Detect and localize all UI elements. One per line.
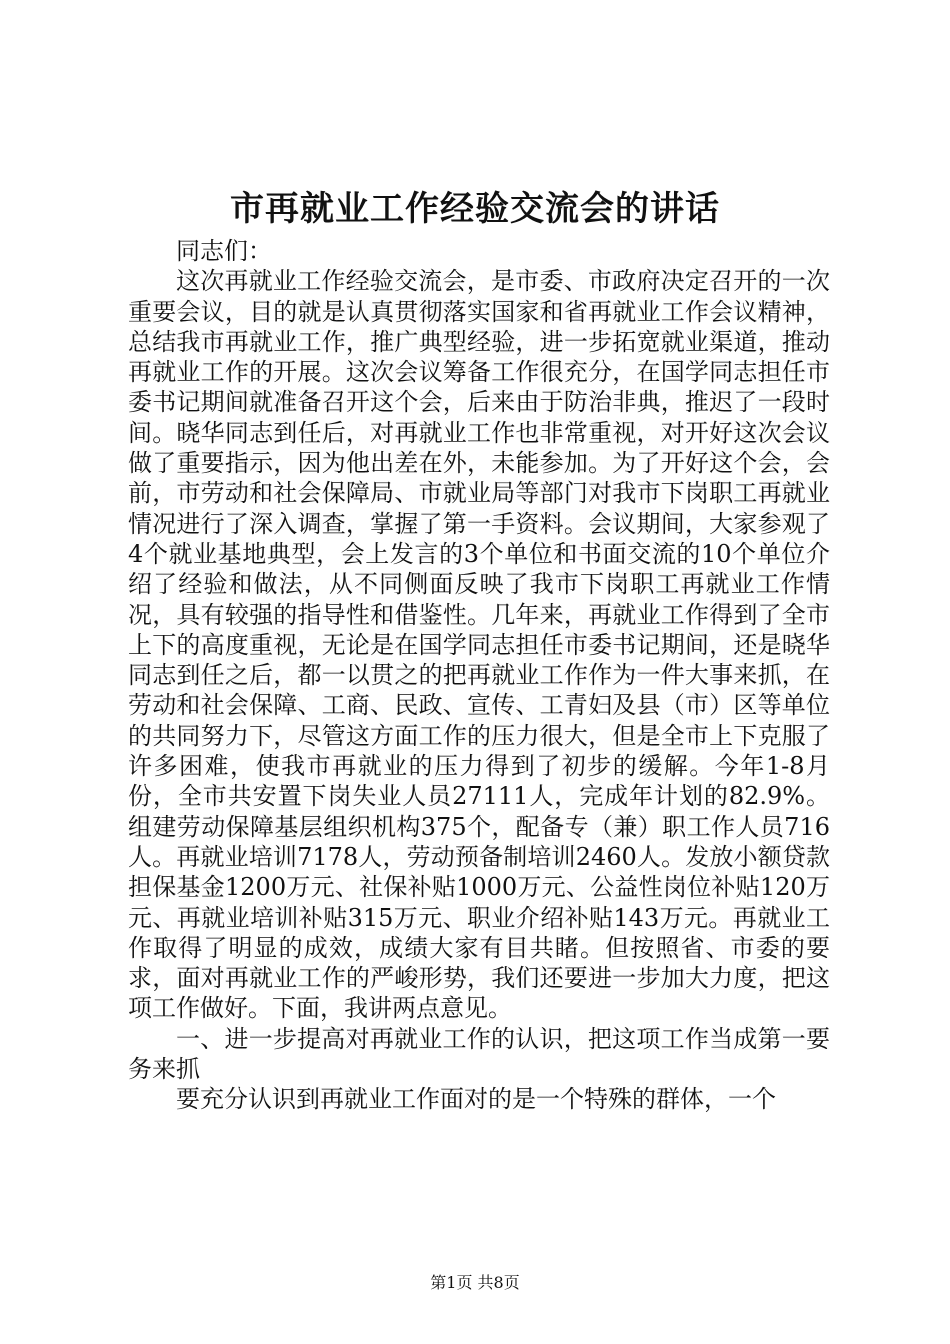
section-heading-1: 一、进一步提高对再就业工作的认识，把这项工作当成第一要务来抓 (128, 1024, 830, 1084)
paragraph-intro: 这次再就业工作经验交流会，是市委、市政府决定召开的一次重要会议，目的就是认真贯彻落实国家和省再就业工作会议精神，总结我市再就业工作，推广典型经验，进一步拓宽就业渠道，推动再就业工作的开展。这次会议筹备工作很充分，在国学同志担任市委书记期间就准备召开这个会，后来由于防治非典，推迟了一段时间。晓华同志到任后，对再就业工作也非常重视，对开好这次会议做了重要指示，因为他出差在外，未能参加。为了开好这个会，会前，市劳动和社会保障局、市就业局等部门对我市下岗职工再就业情况进行了深入调查，掌握了第一手资料。会议期间，大家参观了4个就业基地典型，会上发言的3个单位和书面交流的10个单位介绍了经验和做法，从不同侧面反映了我市下岗职工再就业工作情况，具有较强的指导性和借鉴性。几年来，再就业工作得到了全市上下的高度重视，无论是在国学同志担任市委书记期间，还是晓华同志到任之后，都一以贯之的把再就业工作作为一件大事来抓，在劳动和社会保障、工商、民政、宣传、工青妇及县（市）区等单位的共同努力下，尽管这方面工作的压力很大，但是全市上下克服了许多困难，使我市再就业的压力得到了初步的缓解。今年1-8月份，全市共安置下岗失业人员27111人，完成年计划的82.9%。组建劳动保障基层组织机构375个，配备专（兼）职工作人员716人。再就业培训7178人，劳动预备制培训2460人。发放小额贷款担保基金1200万元、社保补贴1000万元、公益性岗位补贴120万元、再就业培训补贴315万元、职业介绍补贴143万元。再就业工作取得了明显的成效，成绩大家有目共睹。但按照省、市委的要求，面对再就业工作的严峻形势，我们还要进一步加大力度，把这项工作做好。下面，我讲两点意见。 (128, 267, 830, 1023)
document-body (128, 236, 830, 1115)
salutation: 同志们： (176, 237, 272, 265)
paragraph-section-1: 要充分认识到再就业工作面对的是一个特殊的群体，一个 (176, 1085, 776, 1114)
document-title: 市再就业工作经验交流会的讲话 (230, 189, 720, 229)
page-number-footer: 第1页 共8页 (430, 1273, 520, 1292)
